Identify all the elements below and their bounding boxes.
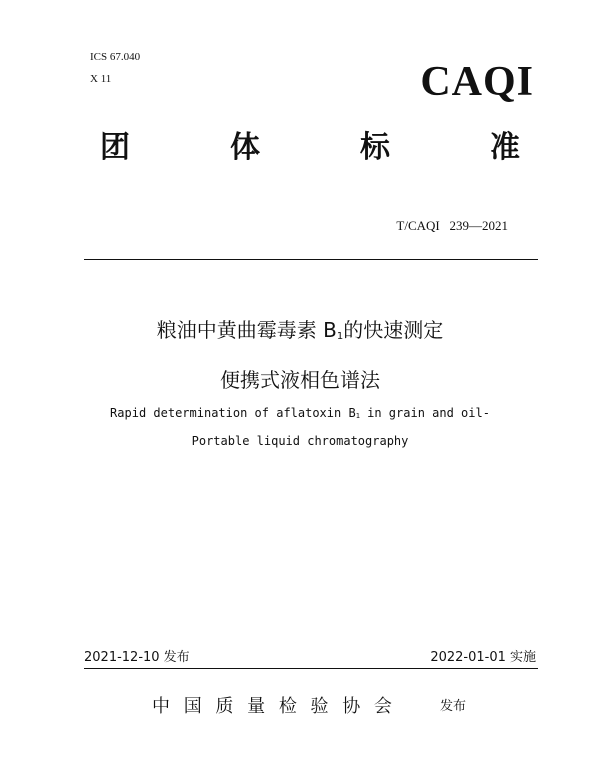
classification-code: X 11 bbox=[90, 73, 112, 85]
publisher-char: 检 bbox=[278, 696, 297, 717]
chinese-title-line-1 bbox=[0, 316, 600, 344]
standard-code: T/CAQI 239—2021 bbox=[396, 218, 508, 233]
publish-label: 发布 bbox=[440, 699, 467, 714]
issue-date: 2021-12-10 发布 bbox=[84, 650, 190, 665]
publisher-char: 国 bbox=[183, 696, 202, 717]
bottom-divider bbox=[84, 668, 538, 669]
standard-type-char: 准 bbox=[490, 130, 520, 165]
chinese-title-main: 粮油中黄曲霉毒素 B bbox=[156, 318, 337, 342]
publisher-char: 量 bbox=[247, 696, 266, 717]
chinese-title-tail: 的快速测定 bbox=[343, 318, 444, 342]
publisher-name bbox=[152, 695, 392, 719]
english-title-main: Rapid determination of aflatoxin B bbox=[110, 406, 356, 420]
publisher-char: 质 bbox=[215, 696, 234, 717]
publisher-char: 协 bbox=[342, 696, 361, 717]
publisher-char: 中 bbox=[152, 696, 170, 717]
english-title-line-1 bbox=[0, 405, 600, 421]
implementation-date: 2022-01-01 实施 bbox=[430, 650, 536, 665]
publisher-char: 验 bbox=[310, 696, 329, 717]
chinese-title-subscript: 1 bbox=[336, 331, 344, 342]
ics-number: ICS 67.040 bbox=[90, 51, 141, 63]
english-title-line-2: Portable liquid chromatography bbox=[191, 434, 409, 448]
publisher-char: 会 bbox=[373, 696, 392, 717]
english-title-subscript: 1 bbox=[355, 412, 360, 420]
standard-type-char: 团 bbox=[100, 130, 130, 165]
chinese-title-line-2: 便携式液相色谱法 bbox=[220, 368, 380, 392]
standard-type-title bbox=[100, 128, 520, 168]
top-divider bbox=[84, 259, 538, 260]
standard-type-char: 标 bbox=[360, 130, 390, 165]
english-title-tail: in grain and oil- bbox=[359, 406, 490, 420]
standard-type-char: 体 bbox=[230, 130, 260, 165]
caqi-logo: CAQI bbox=[420, 59, 534, 105]
